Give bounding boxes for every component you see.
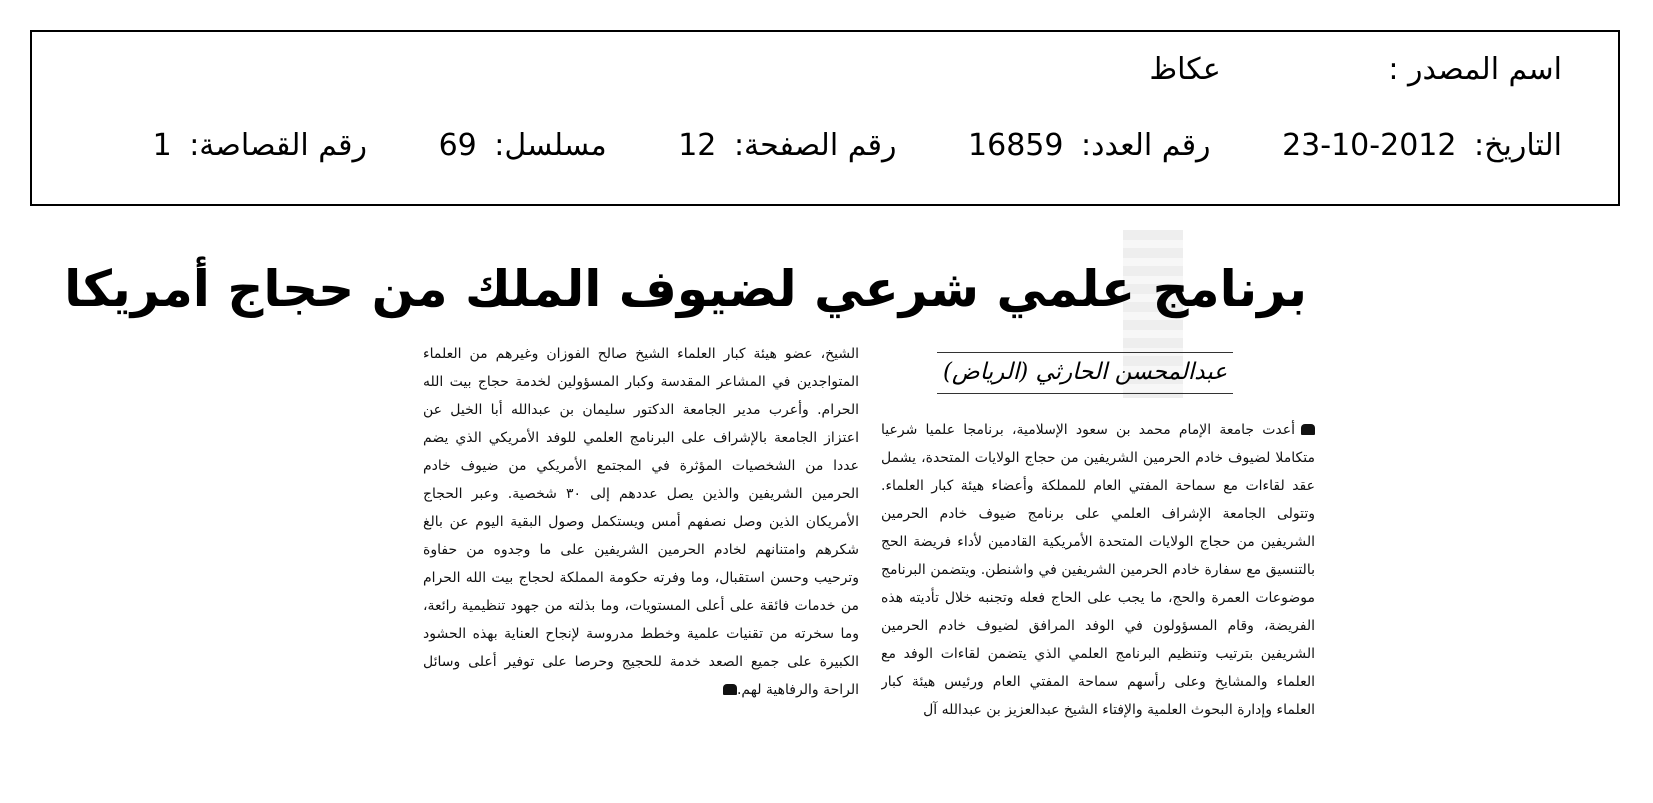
clip-number-label: رقم القصاصة: xyxy=(189,128,368,163)
source-value: عكاظ xyxy=(1149,52,1221,87)
serial-label: مسلسل: xyxy=(494,128,607,163)
clipping-metadata-box xyxy=(30,30,1620,206)
issue-value: 16859 xyxy=(968,128,1064,163)
article-column-left xyxy=(423,340,859,782)
date-field xyxy=(1282,128,1562,163)
clip-number-value: 1 xyxy=(152,128,172,163)
article-column-right xyxy=(881,416,1315,782)
paragraph-marker-icon xyxy=(1301,424,1315,435)
article-headline: برنامج علمي شرعي لضيوف الملك من حجاج أمريكا xyxy=(64,260,1307,318)
newspaper-clipping xyxy=(64,230,1325,788)
page-field xyxy=(678,128,896,163)
date-label: التاريخ: xyxy=(1474,128,1562,163)
source-label: اسم المصدر : xyxy=(1388,52,1562,87)
article-column-right-text: أعدت جامعة الإمام محمد بن سعود الإسلامية، برنامجا علميا شرعيا متكاملا لضيوف خادم الحرمين الشريفين من حجاج الولايات المتحدة، يشمل عقد لقاءات مع سماحة المفتي العام للمملكة وأعضاء هيئة كبار العلماء. وتتولى الجامعة الإشراف العلمي على برنامج ضيوف خادم الحرمين الشريفين من حجاج الولايات المتحدة الأمريكية القادمين لأداء فريضة الحج بالتنسيق مع سفارة خادم الحرمين الشريفين في واشنطن. ويتضمن البرنامج موضوعات العمرة والحج، ما يجب على الحاج فعله وتجنبه خلال تأديته هذه الفريضة، وقام المسؤولون في الوفد المرافق لضيوف خادم الحرمين الشريفين بترتيب وتنظيم البرنامج العلمي الذي يتضمن لقاءات الوفد مع العلماء والمشايخ وعلى رأسهم سماحة المفتي العام ورئيس هيئة كبار العلماء وإدارة البحوث العلمية والإفتاء الشيخ عبدالعزيز بن عبدالله آل xyxy=(881,422,1315,718)
byline-box xyxy=(937,352,1233,394)
article-column-left-text: الشيخ، عضو هيئة كبار العلماء الشيخ صالح الفوزان وغيرهم من العلماء المتواجدين في المشاعر المقدسة وكبار المسؤولين لخدمة حجاج بيت الله الحرام. وأعرب مدير الجامعة الدكتور سليمان بن عبدالله أبا الخيل عن اعتزاز الجامعة بالإشراف على البرنامج العلمي للوفد الأمريكي الذي يضم عددا من الشخصيات المؤثرة في المجتمع الأمريكي من ضيوف خادم الحرمين الشريفين والذين يصل عددهم إلى ٣٠ شخصية. وعبر الحجاج الأمريكان الذين وصل نصفهم أمس ويستكمل وصول البقية اليوم عن بالغ شكرهم وامتنانهم لخادم الحرمين الشريفين على ما وجدوه من حفاوة وترحيب وحسن استقبال، وما وفرته حكومة المملكة لحجاج بيت الله الحرام من خدمات فائقة على أعلى المستويات، وما بذلته من جهود تنظيمية رائعة، وما سخرته من تقنيات علمية وخطط مدروسة لإنجاح العناية بهذه الحشود الكبيرة على جميع الصعد خدمة للحجيج وحرصا على توفير أعلى وسائل الراحة والرفاهية لهم. xyxy=(423,346,859,698)
page-value: 12 xyxy=(678,128,717,163)
serial-field xyxy=(439,128,607,163)
date-value: 2012-10-23 xyxy=(1282,128,1457,163)
clip-number-field xyxy=(153,128,367,163)
source-line xyxy=(1149,52,1562,87)
serial-value: 69 xyxy=(438,128,477,163)
issue-field xyxy=(968,128,1210,163)
article-byline: عبدالمحسن الحارثي (الرياض) xyxy=(942,359,1228,385)
page-label: رقم الصفحة: xyxy=(733,128,897,163)
end-marker-icon xyxy=(723,684,737,695)
details-line xyxy=(153,128,1562,163)
issue-label: رقم العدد: xyxy=(1081,128,1211,163)
